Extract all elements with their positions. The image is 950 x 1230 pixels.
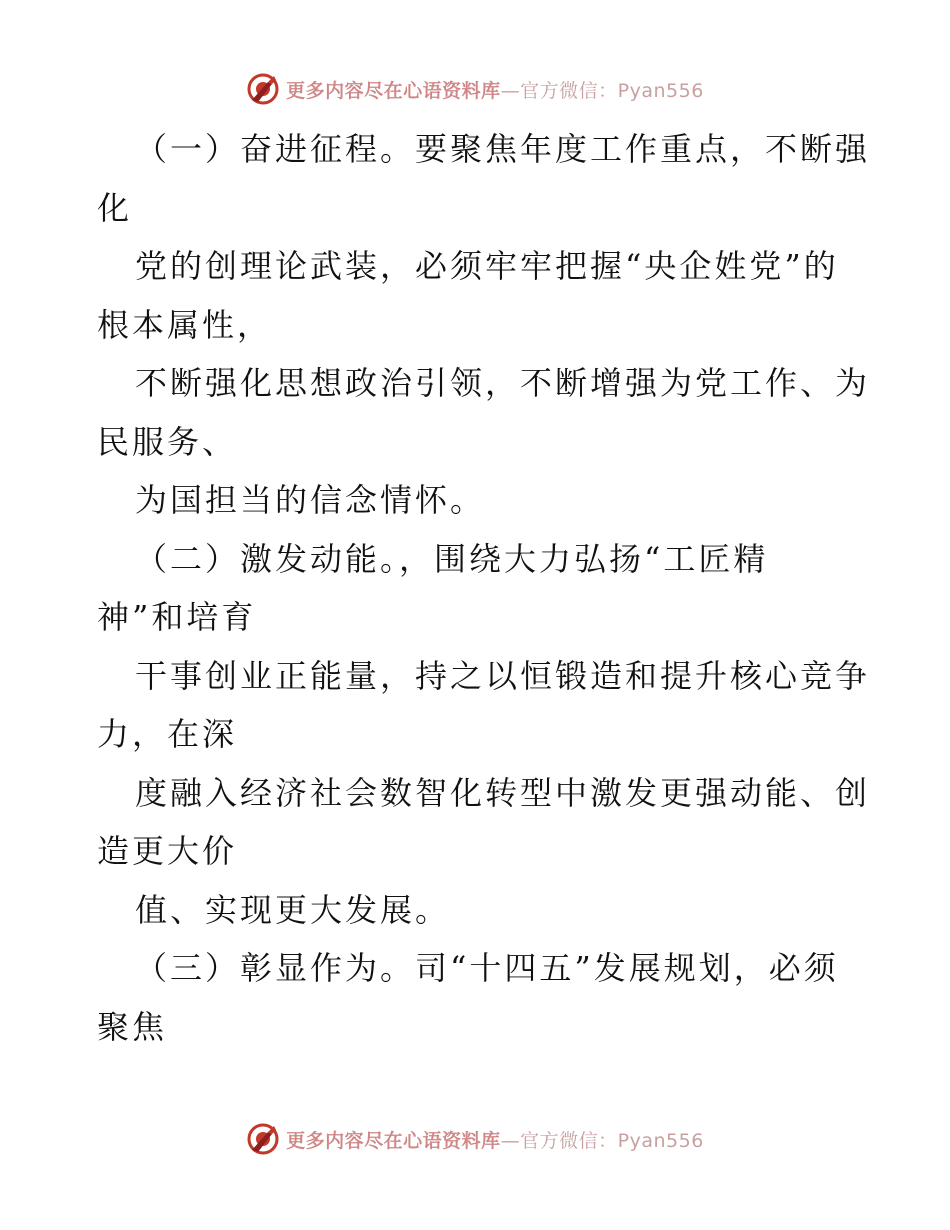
body-line: （三）彰显作为。司“十四五”发展规划，必须 [135, 949, 839, 987]
body-line: 聚焦 [97, 1007, 168, 1046]
document-body [97, 120, 871, 1056]
body-line: 不断强化思想政治引领，不断增强为党工作、为 [135, 364, 871, 402]
footer-banner-text [286, 1126, 704, 1153]
footer-wechat: 官方微信：Pyan556 [520, 1129, 704, 1152]
footer-brand: 更多内容尽在心语资料库 [286, 1129, 501, 1152]
body-line: 值、实现更大发展。 [135, 890, 451, 929]
header-banner-inner [246, 72, 704, 106]
body-line: 力，在深 [97, 715, 238, 753]
body-line: 根本属性， [97, 305, 273, 344]
body-line: 度融入经济社会数智化转型中激发更强动能、创 [135, 773, 871, 812]
body-line: 党的创理论武装，必须牢牢把握“央企姓党”的 [135, 247, 839, 285]
header-wechat: 官方微信：Pyan556 [520, 79, 704, 102]
body-line: （二）激发动能。，围绕大力弘扬“工匠精 [135, 539, 769, 578]
header-separator: — [500, 79, 521, 102]
footer-banner [0, 1122, 950, 1156]
header-banner-text [286, 76, 704, 103]
seal-pen-logo-icon [246, 72, 280, 106]
body-line: 为国担当的信念情怀。 [135, 481, 486, 519]
header-banner [0, 72, 950, 106]
body-line: （一）奋进征程。要聚焦年度工作重点，不断强 [135, 130, 871, 168]
header-brand: 更多内容尽在心语资料库 [286, 79, 501, 102]
body-line: 干事创业正能量，持之以恒锻造和提升核心竞争 [135, 656, 871, 695]
body-line: 化 [97, 188, 133, 227]
footer-banner-inner [246, 1122, 704, 1156]
seal-pen-logo-icon [246, 1122, 280, 1156]
body-line: 民服务、 [97, 422, 238, 461]
body-line: 造更大价 [97, 832, 238, 870]
footer-separator: — [500, 1129, 521, 1152]
body-line: 神”和培育 [97, 598, 257, 636]
